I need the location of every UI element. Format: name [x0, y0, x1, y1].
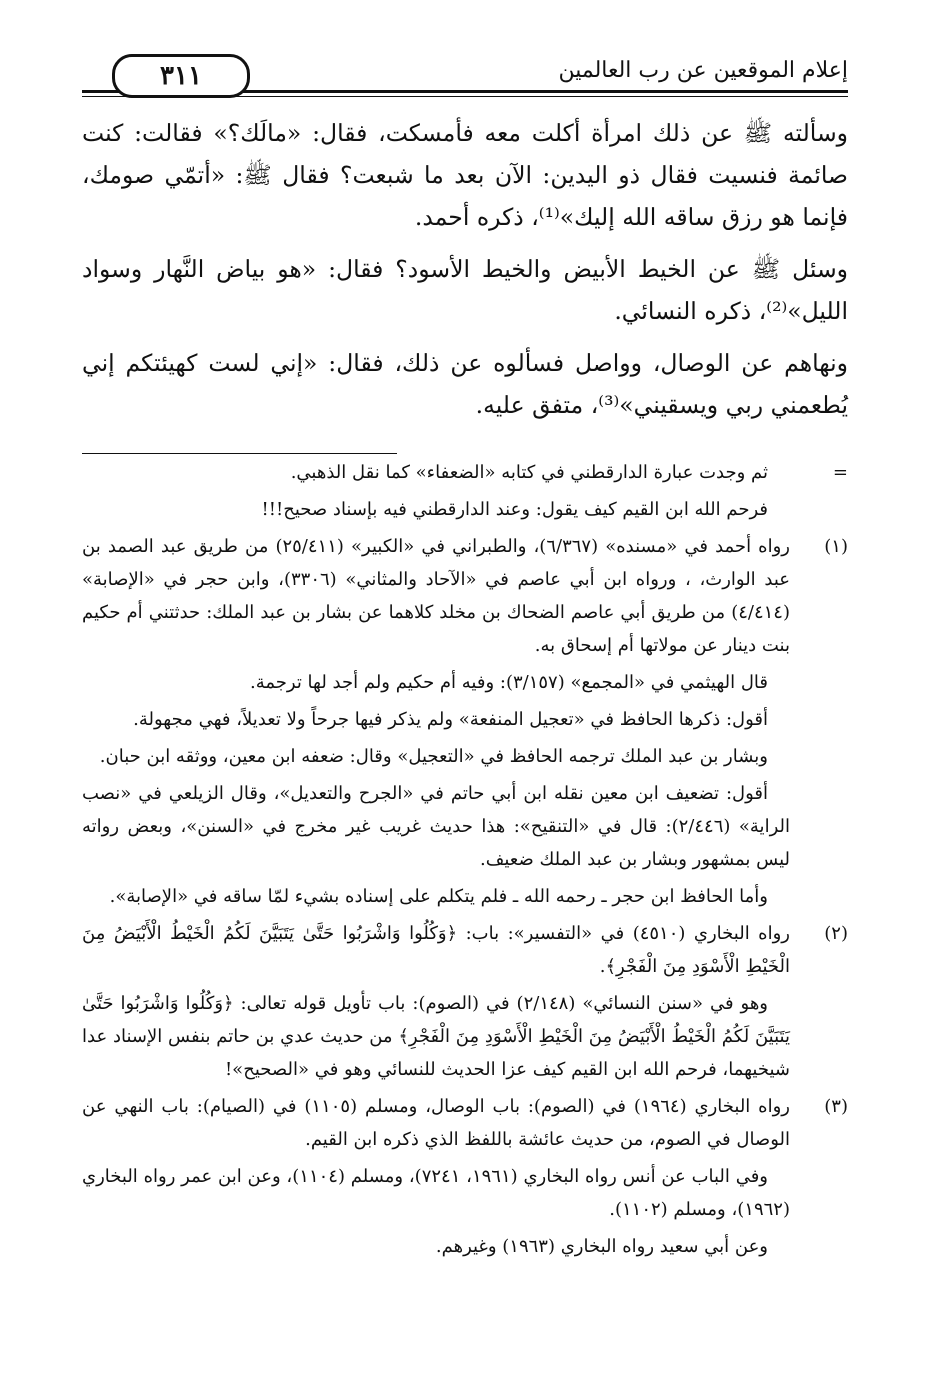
footnote-1: [82, 530, 848, 917]
footnote-marker: (١): [824, 536, 848, 557]
page-header: [82, 52, 848, 102]
footnote-paragraph: رواه البخاري (٤٥١٠) في «التفسير»: باب: ﴿وَكُلُوا وَاشْرَبُوا حَتَّىٰ يَتَبَيَّنَ لَكُمُ الْخَيْطُ الْأَبْيَضُ مِنَ الْخَيْطِ الْأَسْوَدِ مِنَ الْفَجْرِ﴾.: [82, 923, 790, 977]
footnote-paragraph: ثم وجدت عبارة الدارقطني في كتابه «الضعفاء» كما نقل الذهبي.: [290, 462, 768, 483]
footnote-separator: [82, 453, 397, 454]
footnote-paragraph: وهو في «سنن النسائي» (٢/١٤٨) في (الصوم): باب تأويل قوله تعالى: ﴿وَكُلُوا وَاشْرَبُوا حَتَّىٰ يَتَبَيَّنَ لَكُمُ الْخَيْطُ الْأَبْيَضُ مِنَ الْخَيْطِ الْأَسْوَدِ مِنَ الْفَجْرِ﴾ من حديث عدي بن حاتم بنفس الإسناد عدا شيخيهما، فرحم الله ابن القيم كيف عزا الحديث للنسائي وهو في «الصحيح»!: [82, 993, 790, 1080]
footnote-marker: (٣): [824, 1096, 848, 1117]
footnote-body: [82, 1090, 790, 1267]
footnote-paragraph: أقول: تضعيف ابن معين نقله ابن أبي حاتم في «الجرح والتعديل»، وقال الزيلعي في «نصب الراية» (٢/٤٤٦): قال في «التنقيح»: هذا حديث غريب غير مخرج في «السنن»، وبعض رواته ليس بمشهور وبشار بن عبد الملك ضعيف.: [82, 783, 790, 870]
running-title: إعلام الموقعين عن رب العالمين: [558, 58, 848, 83]
footnote-paragraph: رواه البخاري (١٩٦٤) في (الصوم): باب الوصال، ومسلم (١١٠٥) في (الصيام): باب النهي عن الوصال في الصوم، من حديث عائشة باللفظ الذي ذكره ابن القيم.: [82, 1096, 791, 1150]
footnote-paragraph: أقول: ذكرها الحافظ في «تعجيل المنفعة» ولم يذكر فيها جرحاً ولا تعديلاً، فهي مجهولة.: [133, 709, 768, 730]
main-paragraph-3: ونهاهم عن الوصال، وواصل فسألوه عن ذلك، فقال: «إني لست كهيئتكم إني يُطعمني ربي ويسقيني»⁽³⁾، متفق عليه.: [82, 349, 848, 419]
footnote-body: [82, 530, 790, 917]
footnote-continued: [82, 456, 848, 530]
footnote-paragraph: وأما الحافظ ابن حجر ـ رحمه الله ـ فلم يتكلم على إسناده بشيء لمّا ساقه في «الإصابة».: [109, 886, 768, 907]
footnote-body: [82, 456, 790, 530]
footnotes: [82, 456, 848, 1267]
footnote-marker: =: [832, 462, 848, 483]
footnote-paragraph: وبشار بن عبد الملك ترجمه الحافظ في «التعجيل» وقال: ضعفه ابن معين، ووثقه ابن حبان.: [99, 746, 768, 767]
main-paragraph-1: وسألته ﷺ عن ذلك امرأة أكلت معه فأمسكت، فقال: «مالَك؟» فقالت: كنت صائمة فنسيت فقال ذو اليدين: الآن بعد ما شبعت؟ فقال ﷺ: «أتمّي صومك، فإنما هو رزق ساقه الله إليك»⁽¹⁾، ذكره أحمد.: [82, 119, 848, 231]
footnote-3: [82, 1090, 848, 1267]
footnote-body: [82, 917, 790, 1090]
main-text: [82, 112, 848, 436]
page-number: ٣١١: [112, 54, 250, 98]
footnote-paragraph: رواه أحمد في «مسنده» (٦/٣٦٧)، والطبراني في «الكبير» (٢٥/٤١١) من طريق عبد الصمد بن عبد الوارث، ، ورواه ابن أبي عاصم في «الآحاد والمثاني» (٣٣٠٦)، وابن حجر في «الإصابة» (٤/٤١٤) من طريق أبي عاصم الضحاك بن مخلد كلاهما عن بشار بن عبد الملك: حدثتني أم حكيم بنت دينار عن مولاتها أم إسحاق به.: [82, 536, 790, 656]
footnote-marker: (٢): [824, 923, 848, 944]
main-paragraph-2: وسئل ﷺ عن الخيط الأبيض والخيط الأسود؟ فقال: «هو بياض النَّهار وسواد الليل»⁽²⁾، ذكره النسائي.: [82, 255, 848, 325]
footnote-2: [82, 917, 848, 1090]
footnote-paragraph: وفي الباب عن أنس رواه البخاري (١٩٦١، ٧٢٤١)، ومسلم (١١٠٤)، وعن ابن عمر رواه البخاري (١٩٦٢)، ومسلم (١١٠٢).: [82, 1166, 790, 1220]
footnote-paragraph: فرحم الله ابن القيم كيف يقول: وعند الدارقطني فيه بإسناد صحيح!!!: [261, 499, 768, 520]
footnote-paragraph: قال الهيثمي في «المجمع» (٣/١٥٧): وفيه أم حكيم ولم أجد لها ترجمة.: [249, 672, 768, 693]
footnote-paragraph: وعن أبي سعيد رواه البخاري (١٩٦٣) وغيرهم.: [435, 1236, 768, 1257]
